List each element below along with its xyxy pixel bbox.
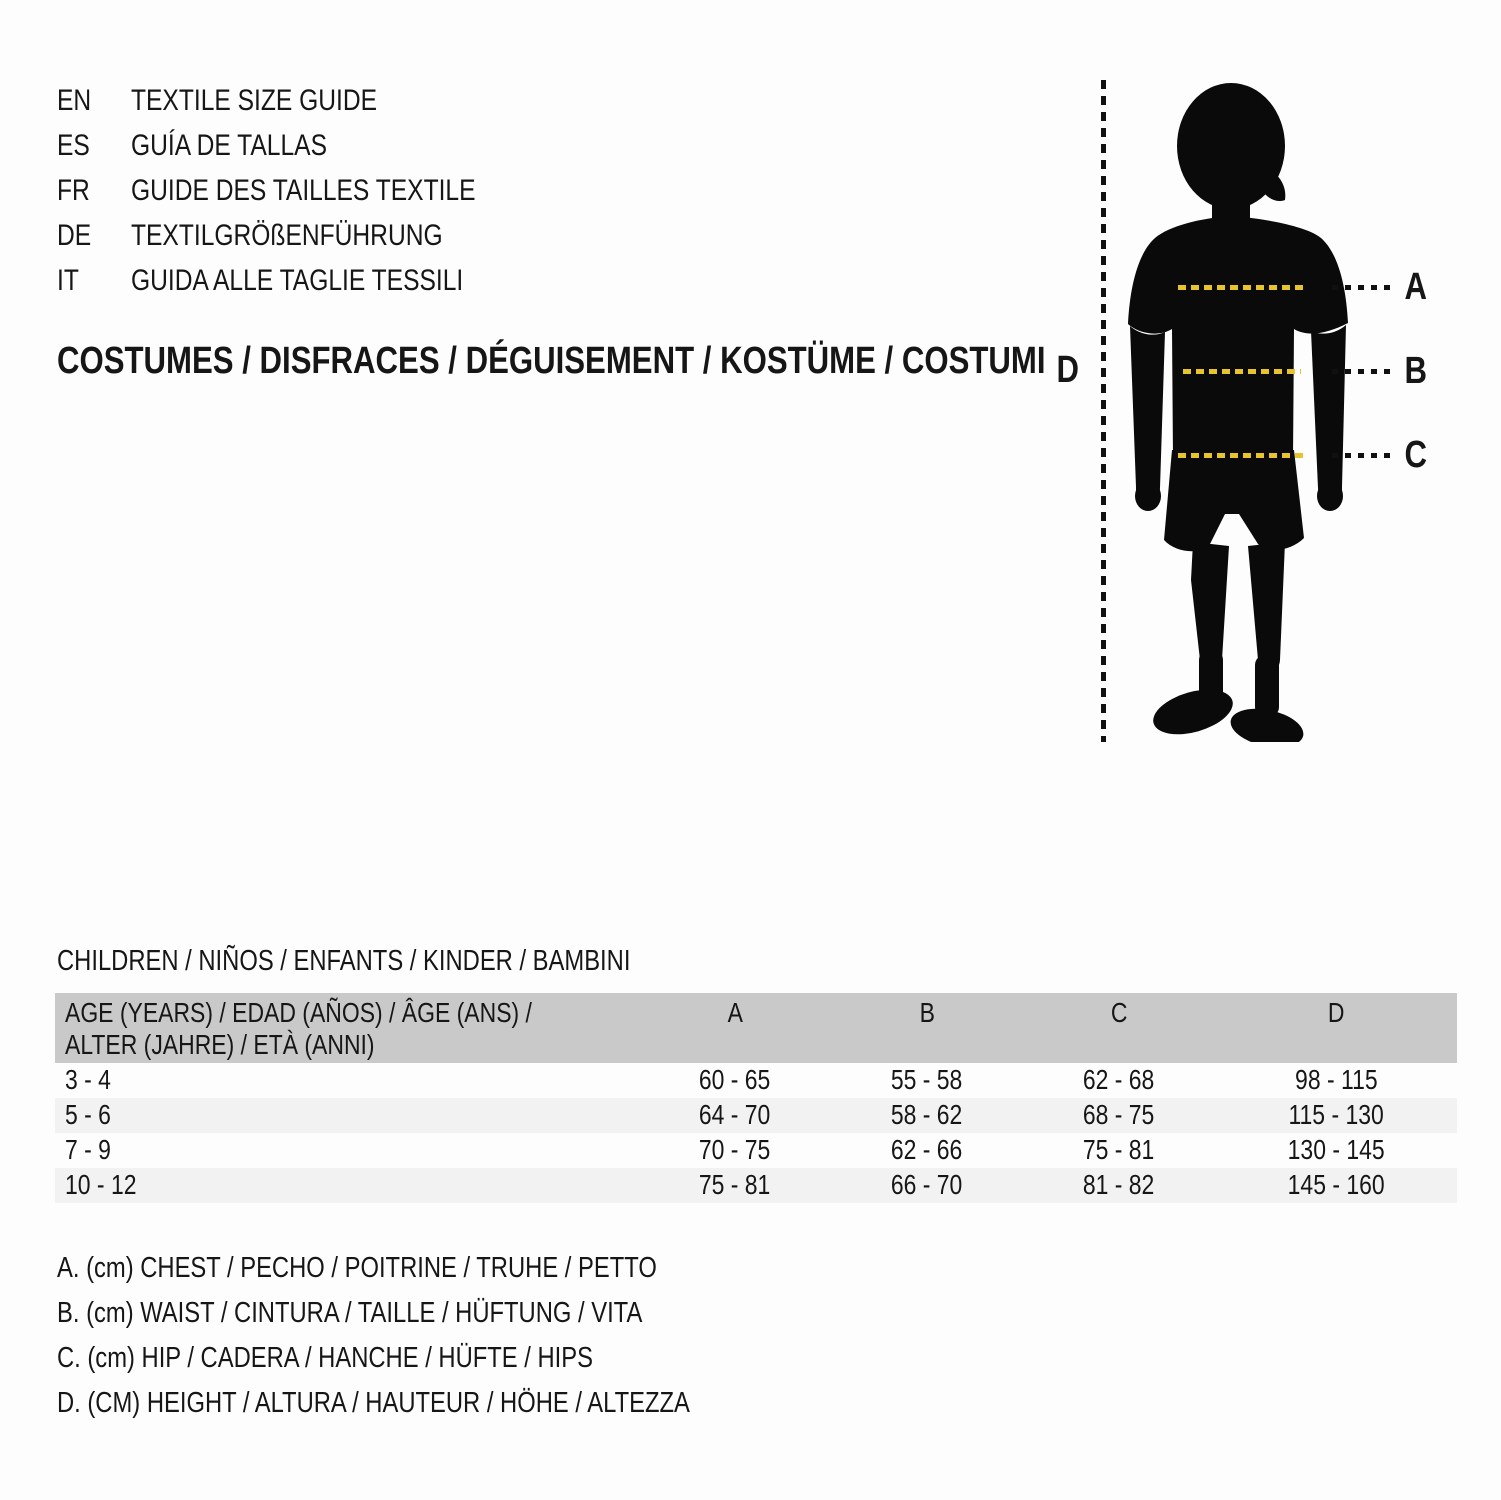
waist-cell: 62 - 66 <box>891 1133 963 1165</box>
hip-cell: 81 - 82 <box>1083 1168 1155 1200</box>
language-row-es <box>57 123 551 168</box>
label-a-chest: A <box>1404 266 1428 308</box>
waist-dash-line-b <box>1183 369 1301 374</box>
language-row-fr <box>57 168 551 213</box>
language-code: ES <box>57 128 90 162</box>
hip-cell: 62 - 68 <box>1083 1063 1155 1095</box>
language-title-block <box>57 78 551 303</box>
children-size-table <box>55 993 1457 1203</box>
age-column-header: AGE (YEARS) / EDAD (AÑOS) / ÂGE (ANS) / ALTER (JAHRE) / ETÀ (ANNI) <box>65 997 532 1060</box>
height-cell: 130 - 145 <box>1287 1133 1385 1165</box>
hip-cell: 75 - 81 <box>1083 1133 1155 1165</box>
legend-line-hip: C. (cm) HIP / CADERA / HANCHE / HÜFTE / HIPS <box>57 1342 593 1374</box>
language-code: IT <box>57 263 79 297</box>
age-cell: 3 - 4 <box>65 1063 111 1095</box>
height-cell: 145 - 160 <box>1287 1168 1385 1200</box>
height-cell: 98 - 115 <box>1294 1063 1378 1095</box>
label-d-height: D <box>1056 349 1080 391</box>
label-b-waist: B <box>1404 350 1428 392</box>
table-row <box>55 1098 1457 1133</box>
hip-cell: 68 - 75 <box>1083 1098 1155 1130</box>
chest-cell: 64 - 70 <box>699 1098 771 1130</box>
hip-dash-line-c <box>1178 453 1308 458</box>
table-section-title: CHILDREN / NIÑOS / ENFANTS / KINDER / BAMBINI <box>57 945 631 977</box>
label-c-hip: C <box>1404 434 1428 476</box>
age-cell: 10 - 12 <box>65 1168 137 1200</box>
table-row <box>55 1063 1457 1098</box>
table-header-row <box>55 993 1457 1063</box>
chest-cell: 75 - 81 <box>699 1168 771 1200</box>
legend-line-chest: A. (cm) CHEST / PECHO / POITRINE / TRUHE / PETTO <box>57 1252 657 1284</box>
chest-dotted-connector-a <box>1332 285 1392 290</box>
language-code: DE <box>57 218 92 252</box>
guide-title-fr: GUIDE DES TAILLES TEXTILE <box>131 173 476 207</box>
waist-dotted-connector-b <box>1332 369 1392 374</box>
age-cell: 5 - 6 <box>65 1098 111 1130</box>
language-row-it <box>57 258 551 303</box>
language-code: FR <box>57 173 90 207</box>
guide-title-de: TEXTILGRÖßENFÜHRUNG <box>131 218 443 252</box>
column-header-c: C <box>1110 997 1128 1028</box>
chest-cell: 60 - 65 <box>699 1063 771 1095</box>
category-title: COSTUMES / DISFRACES / DÉGUISEMENT / KOSTÜME / COSTUMI <box>57 340 1046 382</box>
measurement-legend <box>57 1246 829 1426</box>
table-row <box>55 1133 1457 1168</box>
language-row-en <box>57 78 551 123</box>
chest-dash-line-a <box>1178 285 1306 290</box>
legend-line-waist: B. (cm) WAIST / CINTURA / TAILLE / HÜFTUNG / VITA <box>57 1297 643 1329</box>
height-measure-dotted-line <box>1101 80 1106 742</box>
hip-dotted-connector-c <box>1332 453 1392 458</box>
chest-cell: 70 - 75 <box>699 1133 771 1165</box>
language-row-de <box>57 213 551 258</box>
guide-title-it: GUIDA ALLE TAGLIE TESSILI <box>131 263 464 297</box>
age-cell: 7 - 9 <box>65 1133 111 1165</box>
guide-title-en: TEXTILE SIZE GUIDE <box>131 83 378 117</box>
height-cell: 115 - 130 <box>1288 1098 1384 1130</box>
column-header-a: A <box>727 997 743 1028</box>
child-silhouette-icon <box>1115 80 1365 742</box>
guide-title-es: GUÍA DE TALLAS <box>131 128 327 162</box>
table-row <box>55 1168 1457 1203</box>
column-header-b: B <box>919 997 935 1028</box>
column-header-d: D <box>1327 997 1345 1028</box>
waist-cell: 66 - 70 <box>891 1168 963 1200</box>
language-code: EN <box>57 83 92 117</box>
waist-cell: 58 - 62 <box>891 1098 963 1130</box>
waist-cell: 55 - 58 <box>891 1063 963 1095</box>
legend-line-height: D. (CM) HEIGHT / ALTURA / HAUTEUR / HÖHE / ALTEZZA <box>57 1387 690 1419</box>
